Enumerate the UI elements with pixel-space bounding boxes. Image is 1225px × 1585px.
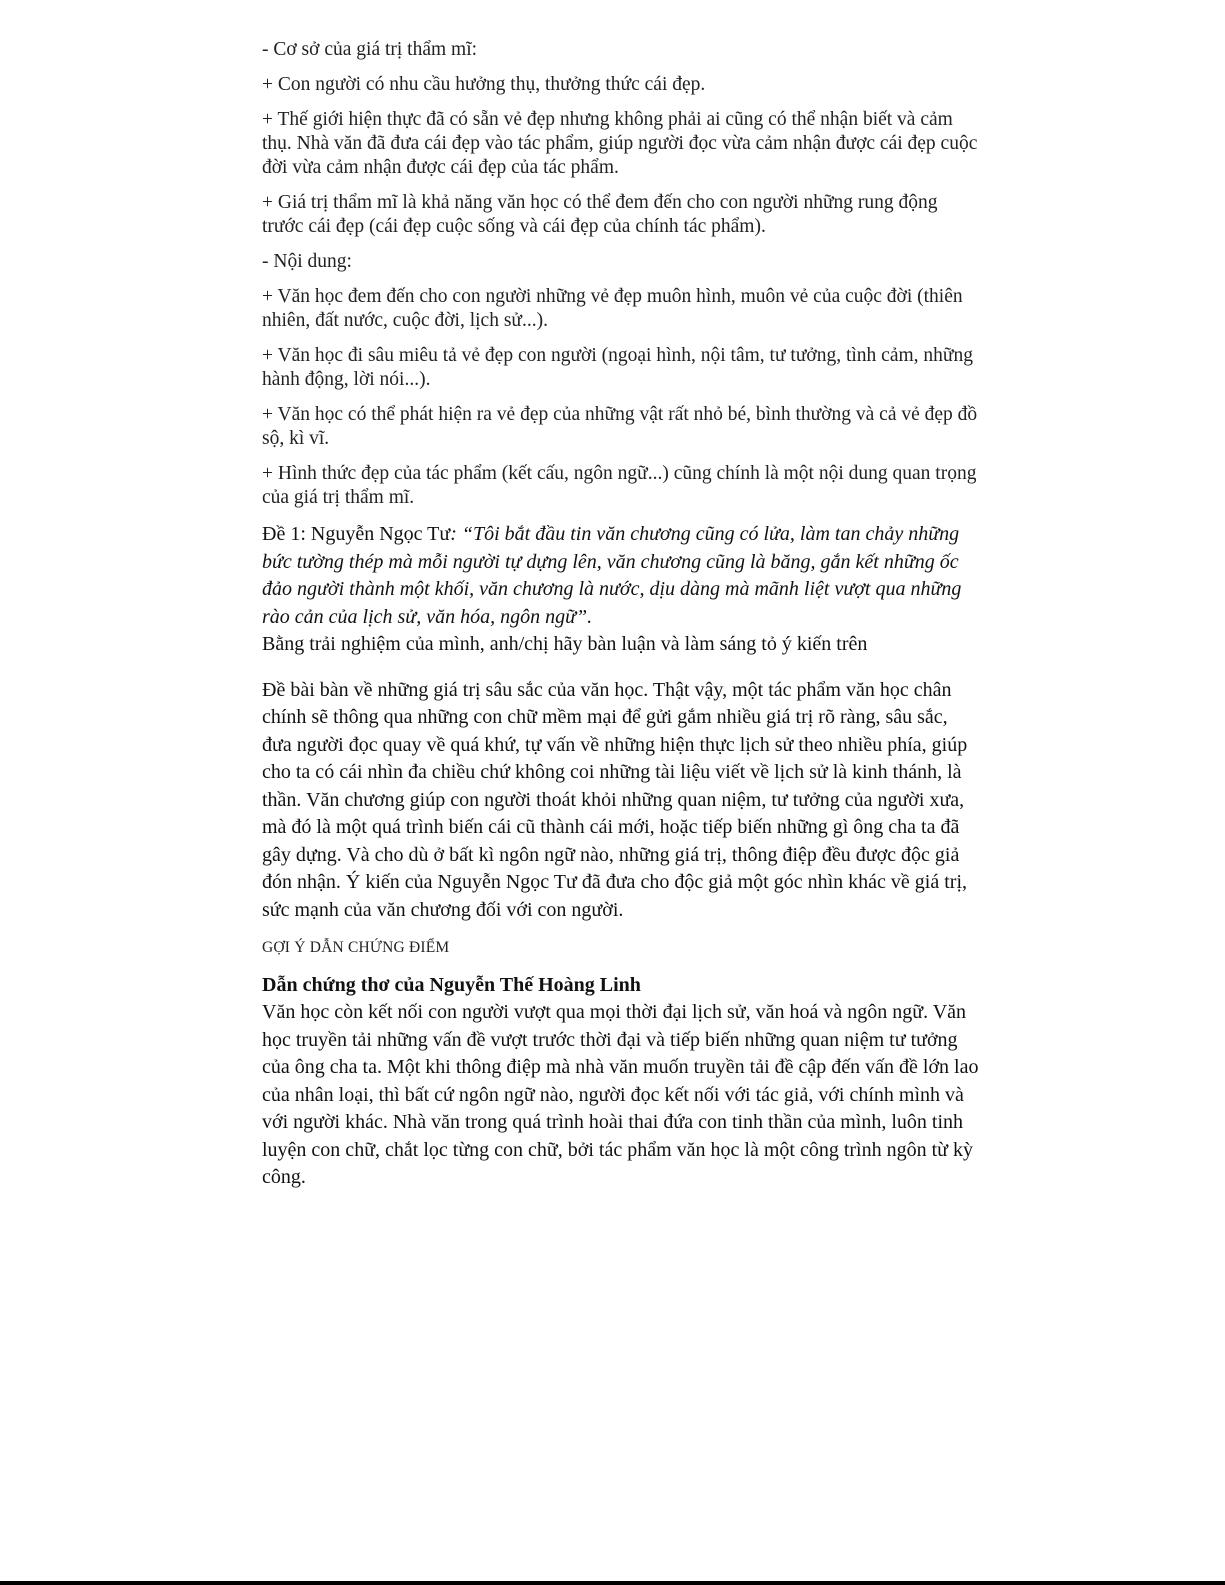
document-page — [262, 38, 982, 1192]
co-so-item-1: + Con người có nhu cầu hưởng thụ, thưởng thức cái đẹp. — [262, 74, 706, 95]
co-so-item-2: + Thế giới hiện thực đã có sẵn vẻ đẹp nhưng không phải ai cũng có thể nhận biết và cảm thụ. Nhà văn đã đưa cái đẹp vào tác phẩm, giúp người đọc vừa cảm nhận được cái đẹp cuộc đời vừa cảm nhận được cái đẹp của tác phẩm. — [262, 109, 978, 178]
noi-dung-item-1: + Văn học đem đến cho con người những vẻ đẹp muôn hình, muôn vẻ của cuộc đời (thiên nhiên, đất nước, cuộc đời, lịch sử...). — [262, 286, 963, 331]
noi-dung-item-3: + Văn học có thể phát hiện ra vẻ đẹp của những vật rất nhỏ bé, bình thường và cả vẻ đẹp đồ sộ, kì vĩ. — [262, 404, 978, 449]
noi-dung-item-4: + Hình thức đẹp của tác phẩm (kết cấu, ngôn ngữ...) cũng chính là một nội dung quan trọng của giá trị thẩm mĩ. — [262, 463, 977, 508]
de-1-prefix: Đề 1: Nguyễn Ngọc Tư — [262, 523, 451, 545]
evidence-heading: Dẫn chứng thơ của Nguyễn Thế Hoàng Linh — [262, 974, 641, 996]
co-so-item-3: + Giá trị thẩm mĩ là khả năng văn học có thể đem đến cho con người những rung động trước cái đẹp (cái đẹp cuộc sống và cái đẹp của chính tác phẩm). — [262, 192, 938, 237]
de-1-prompt — [262, 521, 982, 631]
essay-paragraph: Đề bài bàn về những giá trị sâu sắc của văn học. Thật vậy, một tác phẩm văn học chân chính sẽ thông qua những con chữ mềm mại để gửi gắm nhiều giá trị rõ ràng, sâu sắc, đưa người đọc quay về quá khứ, tự vấn về những hiện thực lịch sử theo nhiều phía, giúp cho ta có cái nhìn đa chiều chứ không coi những tài liệu viết về lịch sử là kinh thánh, là thần. Văn chương giúp con người thoát khỏi những quan niệm, tư tưởng của người xưa, mà đó là một quá trình biến cái cũ thành cái mới, hoặc tiếp biến những gì ông cha ta đã gây dựng. Và cho dù ở bất kì ngôn ngữ nào, những giá trị, thông điệp đều được độc giả đón nhận. Ý kiến của Nguyễn Ngọc Tư đã đưa cho độc giả một góc nhìn khác về giá trị, sức mạnh của văn chương đối với con người. — [262, 678, 968, 921]
evidence-body: Văn học còn kết nối con người vượt qua mọi thời đại lịch sử, văn hoá và ngôn ngữ. Văn học truyền tải những vấn đề vượt trước thời đại và tiếp biến những quan niệm tư tưởng của ông cha ta. Một khi thông điệp mà nhà văn muốn truyền tải đề cập đến vấn đề lớn lao của nhân loại, thì bất cứ ngôn ngữ nào, người đọc kết nối với tác giả, với chính mình và với người khác. Nhà văn trong quá trình hoài thai đứa con tinh thần của mình, luôn tinh luyện con chữ, chắt lọc từng con chữ, bởi tác phẩm văn học là một công trình ngôn từ kỳ công. — [262, 1001, 979, 1188]
bottom-border — [0, 1581, 1225, 1585]
co-so-title: - Cơ sở của giá trị thẩm mĩ: — [262, 39, 478, 60]
noi-dung-title: - Nội dung: — [262, 251, 352, 272]
de-1-task: Bằng trải nghiệm của mình, anh/chị hãy bàn luận và làm sáng tỏ ý kiến trên — [262, 633, 868, 655]
de-1-quote: : “Tôi bắt đầu tin văn chương cũng có lửa, làm tan chảy những bức tường thép mà mỗi người tự dựng lên, văn chương cũng là băng, gắn kết những ốc đảo người thành một khối, văn chương là nước, dịu dàng mà mãnh liệt vượt qua những rào cản của lịch sử, văn hóa, ngôn ngữ”. — [262, 523, 962, 628]
de-1-block — [262, 521, 982, 659]
noi-dung-item-2: + Văn học đi sâu miêu tả vẻ đẹp con người (ngoại hình, nội tâm, tư tưởng, tình cảm, những hành động, lời nói...). — [262, 345, 973, 390]
section-label: GỢI Ý DẪN CHỨNG ĐIỂM — [262, 939, 450, 956]
